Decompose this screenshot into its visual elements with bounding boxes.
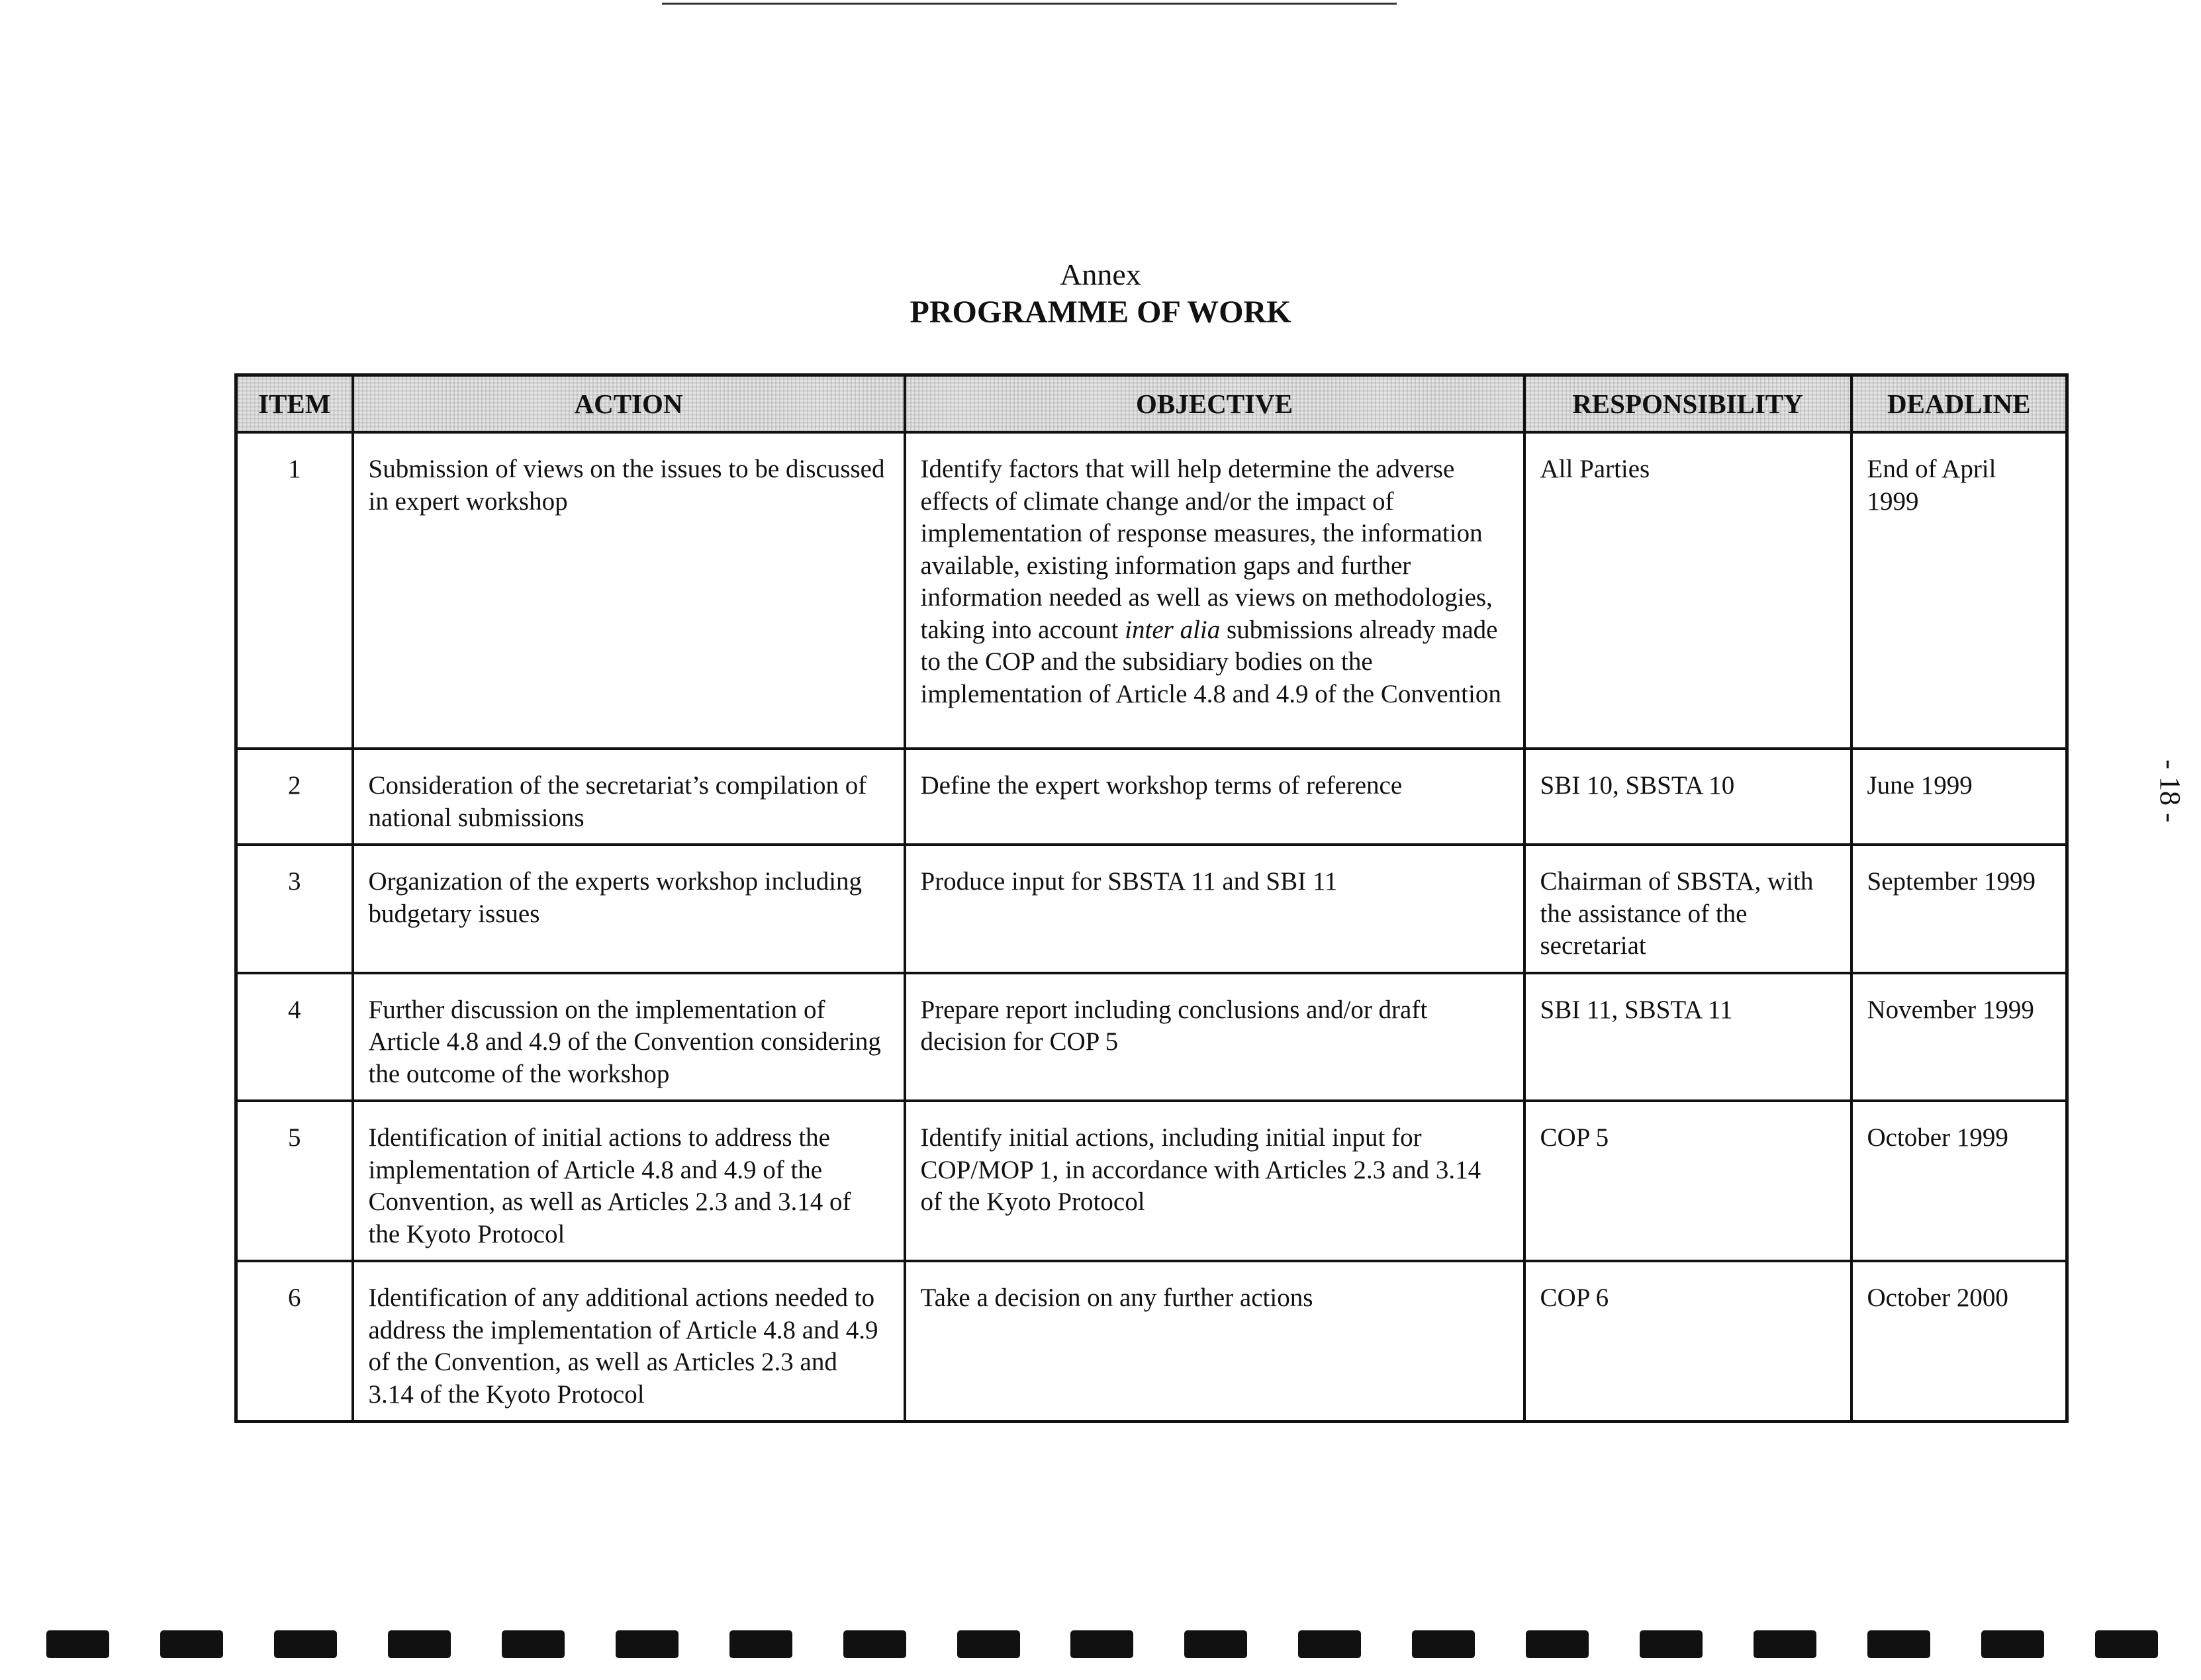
deadline-cell: September 1999	[1851, 845, 2067, 973]
programme-of-work-table	[234, 373, 2069, 1423]
registration-mark	[1298, 1630, 1361, 1658]
objective-cell: Prepare report including conclusions and/or draft decision for COP 5	[905, 973, 1524, 1101]
item-number: 5	[236, 1101, 353, 1261]
footer-registration-marks	[46, 1630, 2158, 1659]
objective-cell: Produce input for SBSTA 11 and SBI 11	[905, 845, 1524, 973]
registration-mark	[729, 1630, 792, 1658]
registration-mark	[388, 1630, 451, 1658]
column-header-responsibility: RESPONSIBILITY	[1524, 375, 1851, 433]
objective-italic-text: inter alia	[1125, 615, 1221, 644]
table-row	[236, 1261, 2067, 1422]
registration-mark	[1754, 1630, 1816, 1658]
action-cell: Identification of initial actions to address the implementation of Article 4.8 and 4.9 of the Convention, as well as Articles 2.3 and 3.14 of the Kyoto Protocol	[353, 1101, 905, 1261]
annex-label: Annex	[1060, 257, 1141, 291]
deadline-cell: October 2000	[1851, 1261, 2067, 1422]
column-header-deadline: DEADLINE	[1851, 375, 2067, 433]
objective-cell: Identify initial actions, including initial input for COP/MOP 1, in accordance with Articles 2.3 and 3.14 of the Kyoto Protocol	[905, 1101, 1524, 1261]
page-number	[2137, 720, 2200, 866]
deadline-cell: June 1999	[1851, 749, 2067, 845]
responsibility-cell: SBI 11, SBSTA 11	[1524, 973, 1851, 1101]
registration-mark	[1640, 1630, 1703, 1658]
responsibility-cell: Chairman of SBSTA, with the assistance of the secretariat	[1524, 845, 1851, 973]
item-number: 4	[236, 973, 353, 1101]
action-cell: Consideration of the secretariat’s compilation of national submissions	[353, 749, 905, 845]
registration-mark	[502, 1630, 565, 1658]
responsibility-cell: COP 6	[1524, 1261, 1851, 1422]
registration-mark	[2095, 1630, 2158, 1658]
responsibility-cell: SBI 10, SBSTA 10	[1524, 749, 1851, 845]
objective-text-continued: submissions already made to the COP and the subsidiary bodies on the implementation of Article 4.8 and 4.9 of the Convention	[920, 615, 1501, 708]
column-header-action: ACTION	[353, 375, 905, 433]
item-number: 1	[236, 432, 353, 749]
responsibility-cell: COP 5	[1524, 1101, 1851, 1261]
registration-mark	[1184, 1630, 1247, 1658]
column-header-item: ITEM	[236, 375, 353, 433]
action-cell: Submission of views on the issues to be discussed in expert workshop	[353, 432, 905, 749]
registration-mark	[1070, 1630, 1133, 1658]
top-rule	[662, 3, 1397, 5]
registration-mark	[1867, 1630, 1930, 1658]
column-header-objective: OBJECTIVE	[905, 375, 1524, 433]
registration-mark	[616, 1630, 679, 1658]
objective-cell: Define the expert workshop terms of reference	[905, 749, 1524, 845]
registration-mark	[274, 1630, 337, 1658]
objective-cell	[905, 432, 1524, 749]
action-cell: Further discussion on the implementation of Article 4.8 and 4.9 of the Convention considering the outcome of the workshop	[353, 973, 905, 1101]
table-header-row	[236, 375, 2067, 433]
objective-text: Identify factors that will help determine the adverse effects of climate change and/or the impact of implementation of response measures, the information available, existing information gaps and further information needed as well as views on methodologies, taking into account	[920, 455, 1493, 644]
table-row	[236, 432, 2067, 749]
registration-mark	[160, 1630, 223, 1658]
responsibility-cell: All Parties	[1524, 432, 1851, 749]
deadline-cell: End of April 1999	[1851, 432, 2067, 749]
table-row	[236, 1101, 2067, 1261]
item-number: 3	[236, 845, 353, 973]
page-number-text: - 18 -	[2154, 759, 2186, 823]
item-number: 2	[236, 749, 353, 845]
item-number: 6	[236, 1261, 353, 1422]
registration-mark	[1981, 1630, 2044, 1658]
table-row	[236, 973, 2067, 1101]
action-cell: Organization of the experts workshop including budgetary issues	[353, 845, 905, 973]
deadline-cell: November 1999	[1851, 973, 2067, 1101]
registration-mark	[1526, 1630, 1589, 1658]
registration-mark	[46, 1630, 109, 1658]
deadline-cell: October 1999	[1851, 1101, 2067, 1261]
registration-mark	[843, 1630, 906, 1658]
table-row	[236, 845, 2067, 973]
table-row	[236, 749, 2067, 845]
registration-mark	[1412, 1630, 1475, 1658]
registration-mark	[957, 1630, 1020, 1658]
objective-cell: Take a decision on any further actions	[905, 1261, 1524, 1422]
action-cell: Identification of any additional actions needed to address the implementation of Article 4.8 and 4.9 of the Convention, as well as Articles 2.3 and 3.14 of the Kyoto Protocol	[353, 1261, 905, 1422]
page-title: PROGRAMME OF WORK	[910, 295, 1291, 330]
